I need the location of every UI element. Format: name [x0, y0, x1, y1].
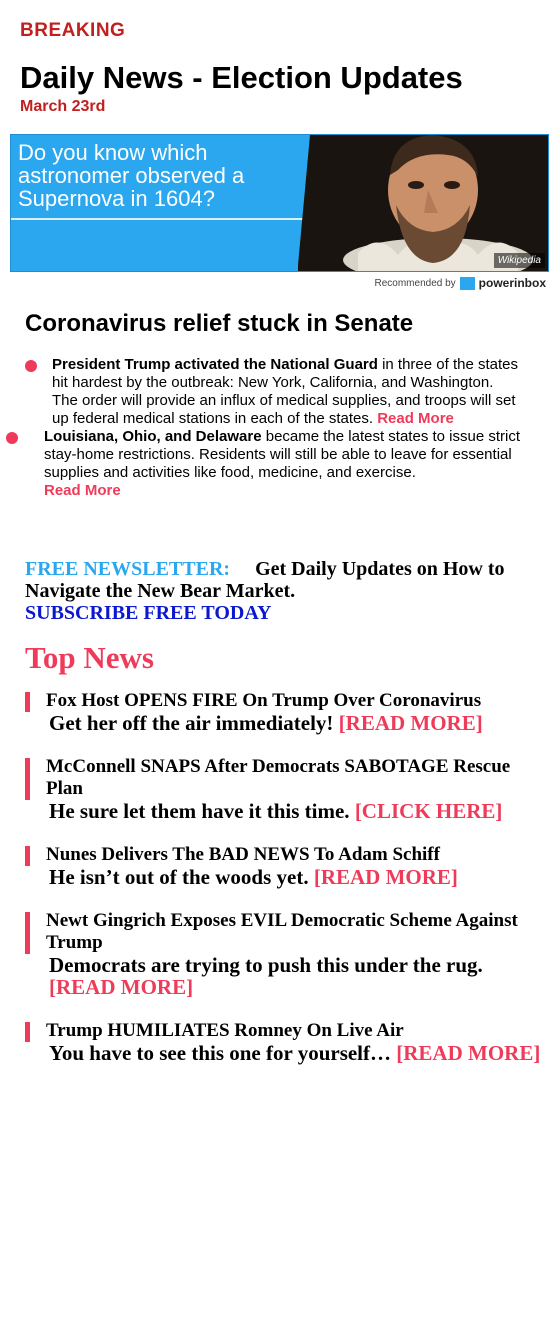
ad-banner[interactable] [10, 134, 549, 272]
news-subline: He sure let them have it this time. [CLICK HERE] [49, 799, 503, 823]
newsletter-label: FREE NEWSLETTER: [25, 558, 231, 580]
accent-bar [25, 1022, 30, 1042]
page-title: Daily News - Election Updates [20, 60, 463, 95]
news-headline[interactable]: Newt Gingrich Exposes EVIL Democratic Scheme Against Trump [46, 910, 518, 953]
news-item [25, 756, 525, 822]
powerinbox-brand: powerinbox [478, 276, 546, 290]
ad-portrait-image [298, 135, 548, 272]
read-more-link[interactable]: [READ MORE] [396, 1041, 541, 1065]
ad-question: Do you know which astronomer observed a Supernova in 1604? [18, 140, 245, 211]
read-more-link[interactable]: [READ MORE] [49, 975, 194, 999]
subscribe-link[interactable]: SUBSCRIBE FREE TODAY [25, 602, 272, 624]
story-bullets [25, 356, 520, 500]
bullet-dot-icon [25, 360, 37, 372]
read-more-link[interactable]: [READ MORE] [338, 711, 483, 735]
accent-bar [25, 912, 30, 954]
news-headline[interactable]: Nunes Delivers The BAD NEWS To Adam Schiff [46, 844, 440, 865]
list-item [25, 428, 520, 500]
bullet-text: became the latest states to issue strict stay-home restrictions. Residents will still be able to leave for essential supplies and activities like food, medicine, and exercise. [44, 428, 521, 481]
news-item [25, 844, 525, 888]
news-item [25, 910, 525, 998]
news-item [25, 690, 525, 734]
newsletter-text: Get Daily Updates on How to Navigate the New Bear Market. [25, 558, 505, 602]
recommended-by[interactable] [375, 276, 547, 290]
recommended-by-label: Recommended by [374, 277, 456, 289]
news-headline[interactable]: McConnell SNAPS After Democrats SABOTAGE Rescue Plan [46, 756, 511, 799]
story-title: Coronavirus relief stuck in Senate [25, 310, 414, 337]
bullet-bold-text: President Trump activated the National Guard [52, 356, 378, 373]
news-item [25, 1020, 545, 1064]
read-more-link[interactable]: Read More [377, 410, 454, 427]
newsletter-promo [25, 558, 530, 624]
news-subline: Democrats are trying to push this under the rug. [READ MORE] [49, 953, 483, 999]
click-here-link[interactable]: [CLICK HERE] [354, 799, 503, 823]
news-headline[interactable]: Trump HUMILIATES Romney On Live Air [46, 1020, 404, 1041]
news-subline: Get her off the air immediately! [READ MORE] [49, 711, 483, 735]
bullet-dot-icon [6, 432, 18, 444]
ad-divider [11, 218, 305, 220]
bullet-bold-text: Louisiana, Ohio, and Delaware [44, 428, 262, 445]
read-more-link[interactable]: Read More [44, 482, 121, 499]
top-news-heading: Top News [25, 640, 154, 675]
bullet-text: in three of the states hit hardest by the outbreak: New York, California, and Washington. The order will provide an influx of medical supplies, and troops will set up federal medical stations in each of the states. [52, 356, 518, 427]
accent-bar [25, 692, 30, 712]
breaking-label: BREAKING [20, 20, 126, 41]
accent-bar [25, 846, 30, 866]
powerinbox-logo-icon [460, 277, 475, 290]
read-more-link[interactable]: [READ MORE] [313, 865, 458, 889]
date-label: March 23rd [20, 98, 106, 115]
news-subline: He isn’t out of the woods yet. [READ MORE] [49, 865, 458, 889]
news-headline[interactable]: Fox Host OPENS FIRE On Trump Over Coronavirus [46, 690, 482, 711]
news-subline: You have to see this one for yourself… [READ MORE] [49, 1041, 541, 1065]
accent-bar [25, 758, 30, 800]
list-item [25, 356, 520, 428]
ad-credit: Wikipedia [494, 253, 545, 268]
